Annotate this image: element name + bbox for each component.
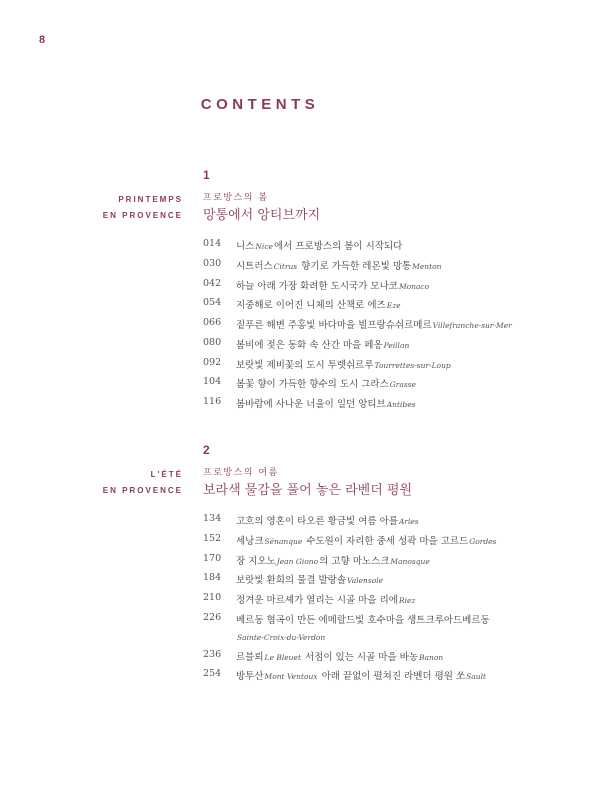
season-line-1: L'ÉTÉ [150,470,183,479]
entry-place-name: Sault [466,672,487,682]
entry-text: 보랏빛 제비꽃의 도시 투렛쉬르루 [236,359,374,371]
toc-entry[interactable] [0,553,600,573]
section-kicker: 프로방스의 봄 [203,193,269,203]
entry-text: 시트러스 [236,260,273,272]
entry-place-name: Banon [419,652,444,662]
toc-entry[interactable] [0,238,600,258]
entry-page-number: 104 [203,376,222,388]
entry-title [236,258,442,272]
entry-page-number: 170 [203,552,222,564]
entry-place-name: Sénanque [264,536,303,546]
page-number: 8 [39,34,46,46]
entry-place-name: Nice [255,242,273,251]
section-headline: 망통에서 앙티브까지 [203,208,321,223]
entry-page-number: 042 [203,277,222,289]
toc-entry[interactable] [0,376,600,396]
entry-page-number: 184 [203,572,222,584]
entry-title [236,278,430,292]
entry-place-name: Villefranche-sur-Mer [432,321,512,330]
entry-page-number: 030 [203,257,222,269]
entry-place-name: Mont Ventoux [264,672,318,682]
entry-title [236,592,416,606]
contents-title: CONTENTS [200,96,320,113]
entry-text: 봄꽃 향이 가득한 향수의 도시 그라스 [236,379,389,391]
entry-text: 정겨운 마르셰가 열리는 시골 마을 리에 [236,595,398,606]
entry-title [236,553,431,567]
entry-list [0,513,600,688]
entry-title [236,533,497,547]
entry-text: 지중해로 이어진 니체의 산책로 에즈 [236,300,386,312]
entry-place-name: Jean Giono [276,556,319,566]
toc-entry[interactable] [0,513,600,533]
toc-entry[interactable] [0,317,600,337]
entry-page-number: 134 [203,513,222,524]
entry-place-name: Manosque [390,556,430,566]
entry-page-number: 116 [203,396,222,407]
season-line-2: EN PROVENCE [102,486,183,495]
toc-entry[interactable] [0,533,600,553]
entry-place-name: Peillon [383,340,410,350]
entry-text: 하늘 아래 가장 화려한 도시국가 모나코 [236,280,398,292]
entry-text: 보랏빛 환희의 물결 발랑솔 [236,575,347,587]
entry-page-number: 254 [203,668,222,680]
toc-entry[interactable] [0,572,600,592]
entry-page-number: 152 [203,532,222,544]
season-label [103,192,183,224]
section-number: 1 [203,168,210,182]
toc-entry-continuation [0,632,600,649]
entry-page-number: 092 [203,356,222,368]
toc-entry[interactable] [0,668,600,688]
entry-page-number: 014 [203,238,222,249]
entry-text: 세낭크 [236,535,264,547]
entry-place-name: Grasse [389,380,416,390]
entry-text: 짙푸른 해변 주홍빛 바다마을 빌프랑슈쉬르메르 [236,320,432,331]
entry-place-name: Citrus [273,261,298,271]
section-kicker: 프로방스의 여름 [203,468,279,478]
entry-title [236,612,490,626]
entry-place-name: Riez [398,596,416,605]
entry-text-rest: 수도원이 자리한 중세 성곽 마을 고르드 [303,535,469,547]
entry-text: 봄비에 젖은 동화 속 산간 마을 페옹 [236,339,383,351]
toc-entry[interactable] [0,396,600,416]
entry-page-number: 210 [203,592,222,603]
entry-place-name: Le Bleuet [264,652,301,662]
entry-page-number: 236 [203,648,222,660]
toc-entry[interactable] [0,278,600,298]
entry-title [236,668,487,682]
entry-place-name: Antibes [386,400,416,409]
entry-text: 장 지오노 [236,555,276,567]
season-line-1: PRINTEMPS [118,195,183,204]
entry-place-name: Gordes [469,536,497,546]
entry-page-number: 080 [203,336,222,348]
entry-list [0,238,600,416]
toc-entry[interactable] [0,612,600,632]
entry-page-number: 066 [203,317,222,328]
entry-place-name: Monaco [398,281,430,291]
entry-title [236,357,452,371]
entry-place-name: Menton [412,261,442,271]
entry-text-rest: 에서 프로방스의 봄이 시작되다 [273,241,403,252]
entry-text-rest: 아래 끝없이 펼쳐진 라벤더 평원 쏘 [318,671,466,683]
toc-entry[interactable] [0,592,600,612]
entry-place-name: Eze [386,301,401,311]
entry-title [236,632,326,643]
toc-entry[interactable] [0,258,600,278]
entry-title [236,297,402,311]
season-line-2: EN PROVENCE [102,211,183,220]
entry-title [236,572,384,586]
entry-text: 봄바람에 사나운 너울이 일던 앙티브 [236,399,386,410]
entry-title [236,317,513,331]
toc-entry[interactable] [0,337,600,357]
entry-title [236,238,402,252]
entry-page-number: 054 [203,297,222,309]
section-headline: 보라색 물감을 풀어 놓은 라벤더 평원 [203,483,413,498]
season-label [103,467,183,499]
entry-text: 베르동 협곡이 만든 에메랄드빛 호수마을 생트크루아드베르동 [236,614,490,626]
entry-text: 니스 [236,241,255,252]
toc-entry[interactable] [0,649,600,669]
entry-text-rest: 서점이 있는 시골 마을 바농 [301,651,419,663]
entry-place-name: Sainte-Croix-du-Verdon [237,632,326,642]
entry-text-rest: 의 고향 마노스크 [319,555,390,567]
toc-entry[interactable] [0,297,600,317]
entry-place-name: Tourrettes-sur-Loup [374,360,451,370]
entry-page-number: 226 [203,611,222,623]
entry-text: 르블뢰 [236,651,264,663]
entry-title [236,649,444,663]
entry-title [236,513,420,527]
entry-title [236,376,417,390]
entry-place-name: Arles [398,517,419,526]
entry-text: 고흐의 영혼이 타오른 황금빛 여름 아를 [236,516,398,527]
entry-title [236,337,410,351]
section-number: 2 [203,443,210,457]
entry-title [236,396,417,410]
toc-entry[interactable] [0,357,600,377]
entry-text: 방투산 [236,671,264,683]
entry-text-rest: 향기로 가득한 레몬빛 망통 [298,260,412,272]
entry-place-name: Valensole [347,576,384,586]
